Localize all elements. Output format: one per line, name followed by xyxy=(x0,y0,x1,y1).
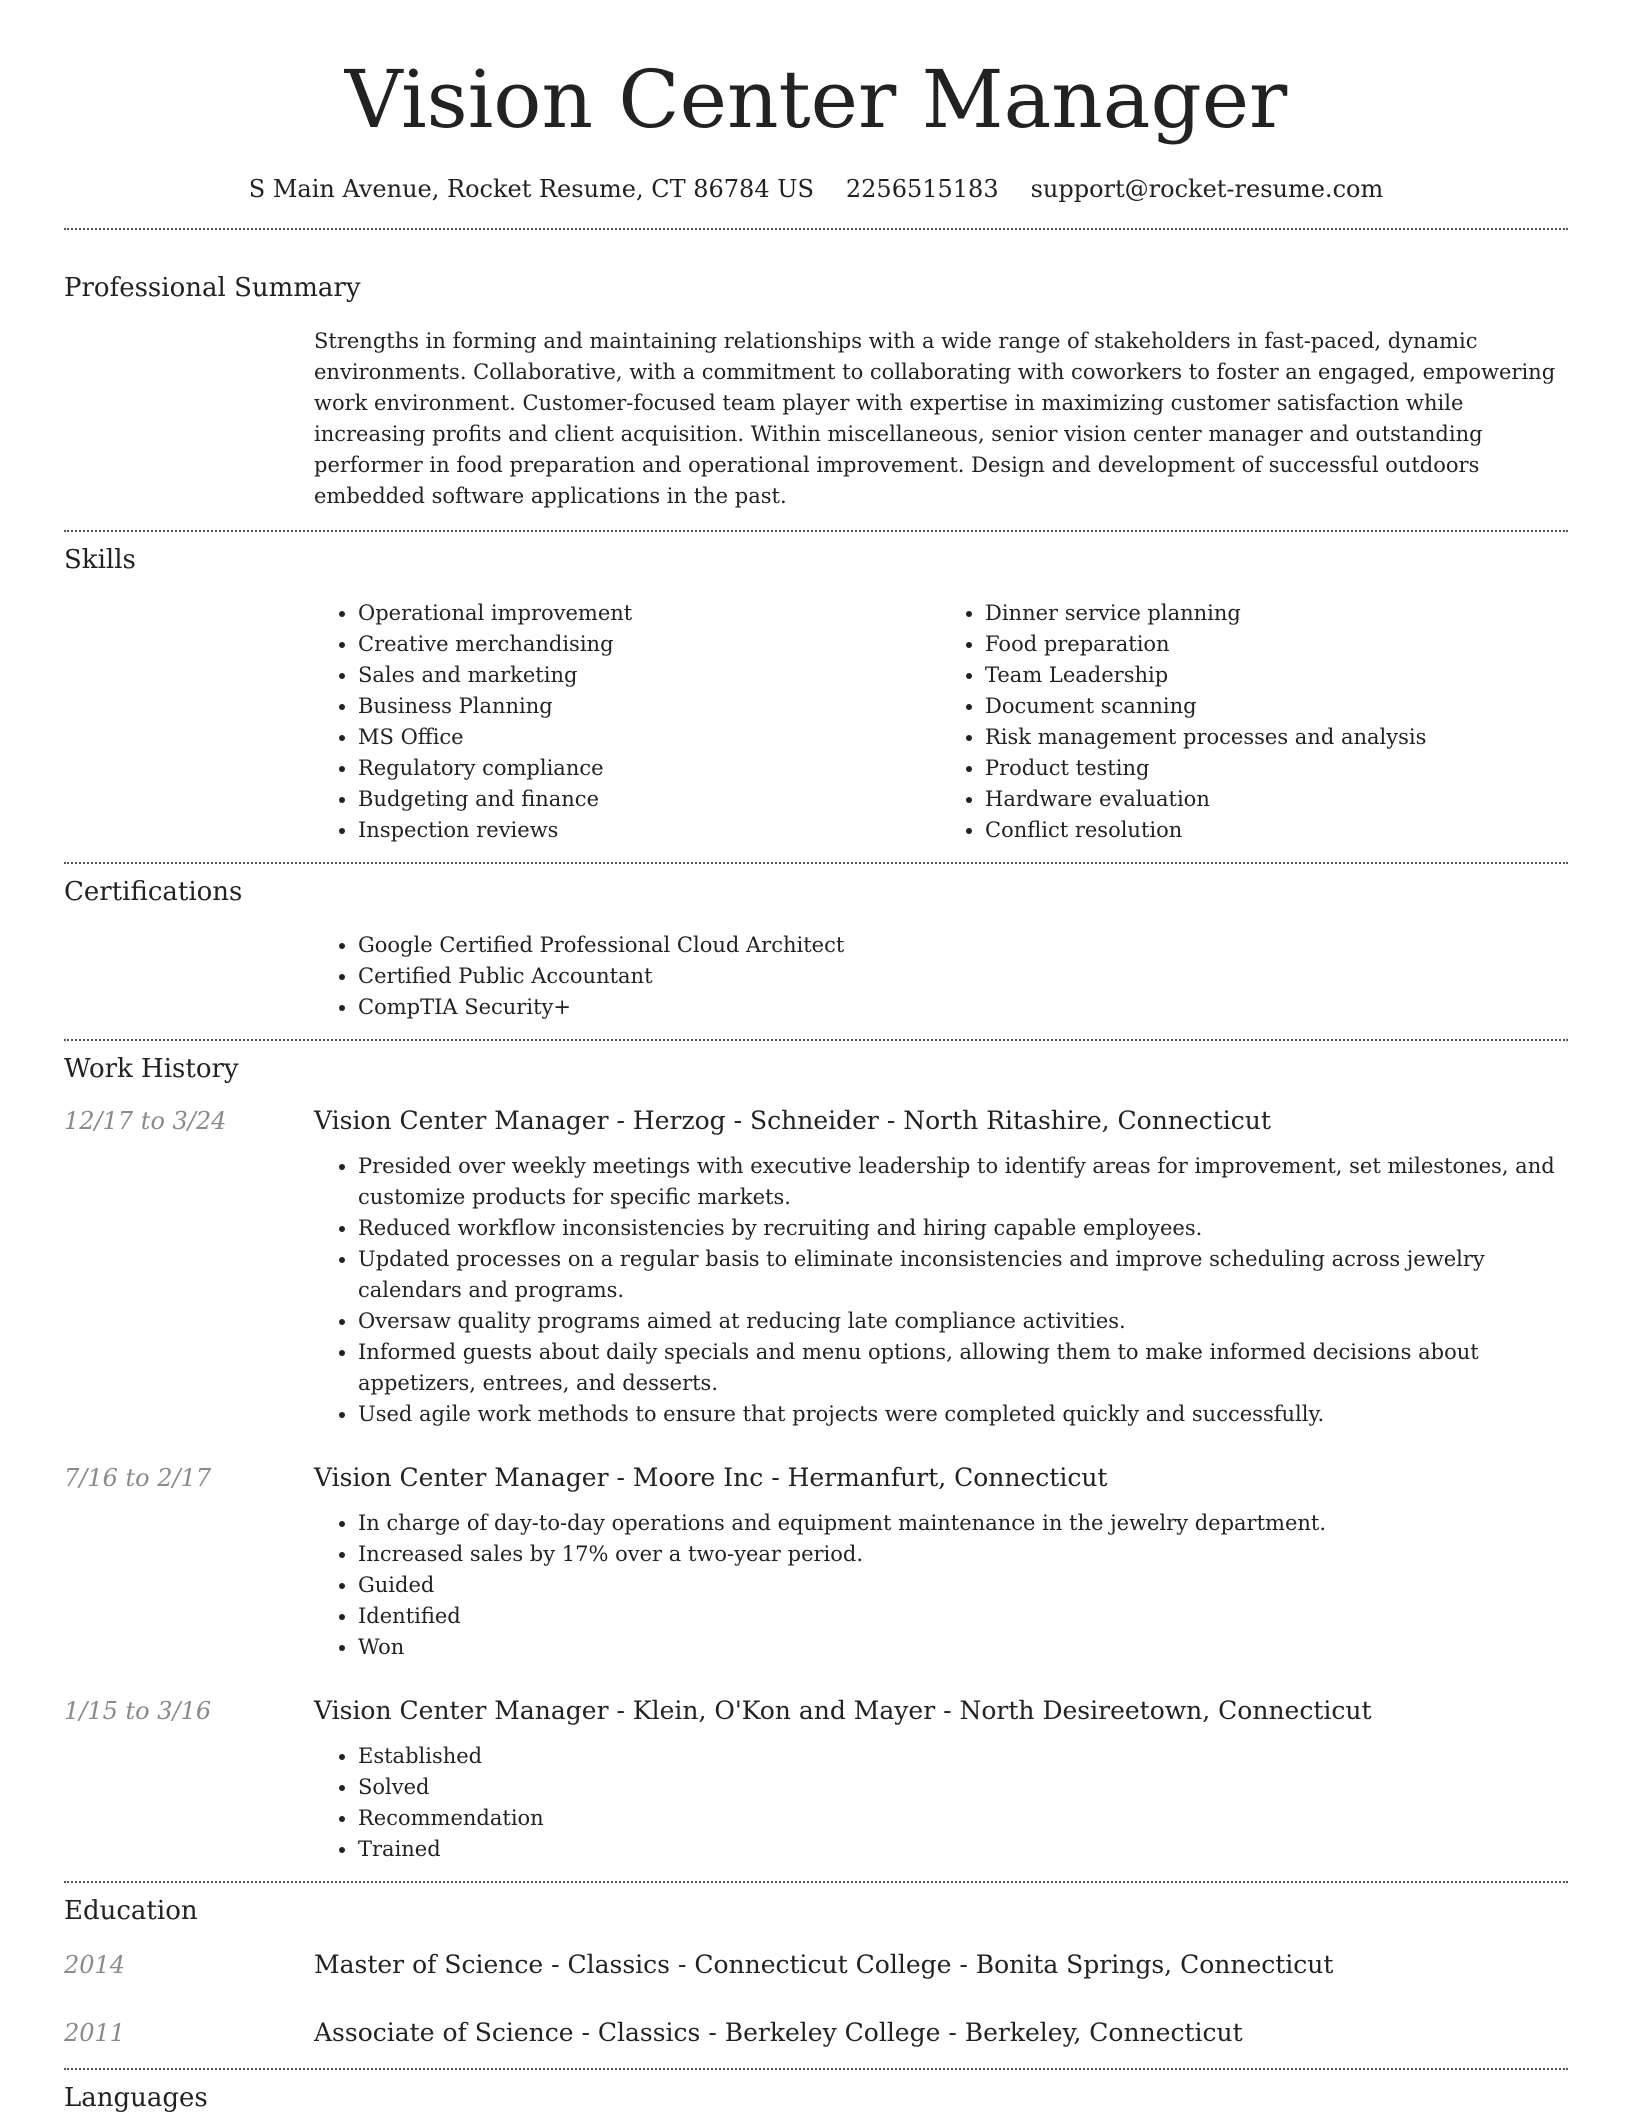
job-bullet: • In charge of day-to-day operations and equipment maintenance in the jewelry department. xyxy=(358,1508,1568,1539)
job-bullet: • Won xyxy=(358,1632,1568,1663)
job-bullet: • Used agile work methods to ensure that projects were completed quickly and successfully. xyxy=(358,1399,1568,1430)
job-title: Vision Center Manager - Moore Inc - Hermanfurt, Connecticut xyxy=(314,1463,1108,1492)
section-divider xyxy=(64,1039,1568,1041)
certification-item: • Google Certified Professional Cloud Architect xyxy=(358,930,1568,961)
job-bullet: • Reduced workflow inconsistencies by recruiting and hiring capable employees. xyxy=(358,1213,1568,1244)
summary-body xyxy=(314,326,1568,512)
education-heading: Education xyxy=(64,1896,198,1926)
skills-column-right xyxy=(941,598,1568,846)
section-divider xyxy=(64,228,1568,230)
job-bullet: • Informed guests about daily specials and menu options, allowing them to make informed decisions about appetizers, entrees, and desserts. xyxy=(358,1337,1568,1399)
skill-item: • MS Office xyxy=(358,722,941,753)
skills-list xyxy=(314,598,1568,846)
job-dates: 12/17 to 3/24 xyxy=(64,1107,227,1135)
skill-item: • Hardware evaluation xyxy=(985,784,1568,815)
skill-item: • Risk management processes and analysis xyxy=(985,722,1568,753)
skill-item: • Food preparation xyxy=(985,629,1568,660)
job-bullet: • Solved xyxy=(358,1772,1568,1803)
job-bullet: • Oversaw quality programs aimed at reducing late compliance activities. xyxy=(358,1306,1568,1337)
skill-item: • Conflict resolution xyxy=(985,815,1568,846)
education-entry xyxy=(64,2017,1568,2049)
languages-heading: Languages xyxy=(64,2083,208,2113)
skill-item: • Team Leadership xyxy=(985,660,1568,691)
education-entry xyxy=(64,1949,1568,1981)
job-title: Vision Center Manager - Klein, O'Kon and Mayer - North Desireetown, Connecticut xyxy=(314,1696,1372,1725)
contact-email: support@rocket-resume.com xyxy=(1030,175,1384,203)
job-bullet: • Trained xyxy=(358,1834,1568,1865)
certifications-body xyxy=(314,930,1568,1023)
section-divider xyxy=(64,2068,1568,2070)
job-entry xyxy=(64,1462,1568,1663)
job-details xyxy=(314,1695,1568,1865)
certifications-heading: Certifications xyxy=(64,877,243,907)
section-divider xyxy=(64,1881,1568,1883)
job-details xyxy=(314,1105,1568,1430)
job-bullet: • Guided xyxy=(358,1570,1568,1601)
job-bullet: • Increased sales by 17% over a two-year period. xyxy=(358,1539,1568,1570)
job-bullet: • Established xyxy=(358,1741,1568,1772)
education-year: 2014 xyxy=(64,1951,126,1979)
job-bullets xyxy=(314,1741,1568,1865)
section-divider xyxy=(64,862,1568,864)
job-bullet: • Updated processes on a regular basis to eliminate inconsistencies and improve scheduling across jewelry calendars and programs. xyxy=(358,1244,1568,1306)
skills-heading: Skills xyxy=(64,545,136,575)
contact-phone: 2256515183 xyxy=(845,175,999,203)
certifications-list xyxy=(314,930,1568,1023)
job-entry xyxy=(64,1105,1568,1430)
summary-text: Strengths in forming and maintaining relationships with a wide range of stakeholders in fast-paced, dynamic environments. Collaborative, with a commitment to collaborating with coworkers to foster an engaged, empowering work environment. Customer-focused team player with expertise in maximizing customer satisfaction while increasing profits and client acquisition. Within miscellaneous, senior vision center manager and outstanding performer in food preparation and operational improvement. Design and development of successful outdoors embedded software applications in the past. xyxy=(314,329,1556,508)
education-degree: Master of Science - Classics - Connecticut College - Bonita Springs, Connecticut xyxy=(314,1950,1334,1979)
job-entry xyxy=(64,1695,1568,1865)
skill-item: • Dinner service planning xyxy=(985,598,1568,629)
skill-item: • Business Planning xyxy=(358,691,941,722)
skill-item: • Product testing xyxy=(985,753,1568,784)
job-bullet: • Recommendation xyxy=(358,1803,1568,1834)
job-bullet: • Identified xyxy=(358,1601,1568,1632)
summary-heading: Professional Summary xyxy=(64,273,361,303)
skill-item: • Inspection reviews xyxy=(358,815,941,846)
contact-line xyxy=(64,173,1568,205)
skill-item: • Creative merchandising xyxy=(358,629,941,660)
job-bullets xyxy=(314,1508,1568,1663)
education-year: 2011 xyxy=(64,2019,126,2047)
job-dates: 1/15 to 3/16 xyxy=(64,1697,212,1725)
skill-item: • Operational improvement xyxy=(358,598,941,629)
certification-item: • CompTIA Security+ xyxy=(358,992,1568,1023)
skill-item: • Sales and marketing xyxy=(358,660,941,691)
job-bullets xyxy=(314,1151,1568,1430)
section-divider xyxy=(64,530,1568,532)
work-history-heading: Work History xyxy=(64,1054,239,1084)
job-dates: 7/16 to 2/17 xyxy=(64,1464,212,1492)
job-title: Vision Center Manager - Herzog - Schneider - North Ritashire, Connecticut xyxy=(314,1106,1271,1135)
contact-address: S Main Avenue, Rocket Resume, CT 86784 US xyxy=(248,175,814,203)
certification-item: • Certified Public Accountant xyxy=(358,961,1568,992)
job-bullet: • Presided over weekly meetings with executive leadership to identify areas for improvement, set milestones, and customize products for specific markets. xyxy=(358,1151,1568,1213)
education-degree: Associate of Science - Classics - Berkeley College - Berkeley, Connecticut xyxy=(314,2018,1243,2047)
job-details xyxy=(314,1462,1568,1663)
resume-name: Vision Center Manager xyxy=(344,53,1288,146)
skill-item: • Budgeting and finance xyxy=(358,784,941,815)
skills-column-left xyxy=(314,598,941,846)
skill-item: • Document scanning xyxy=(985,691,1568,722)
skill-item: • Regulatory compliance xyxy=(358,753,941,784)
